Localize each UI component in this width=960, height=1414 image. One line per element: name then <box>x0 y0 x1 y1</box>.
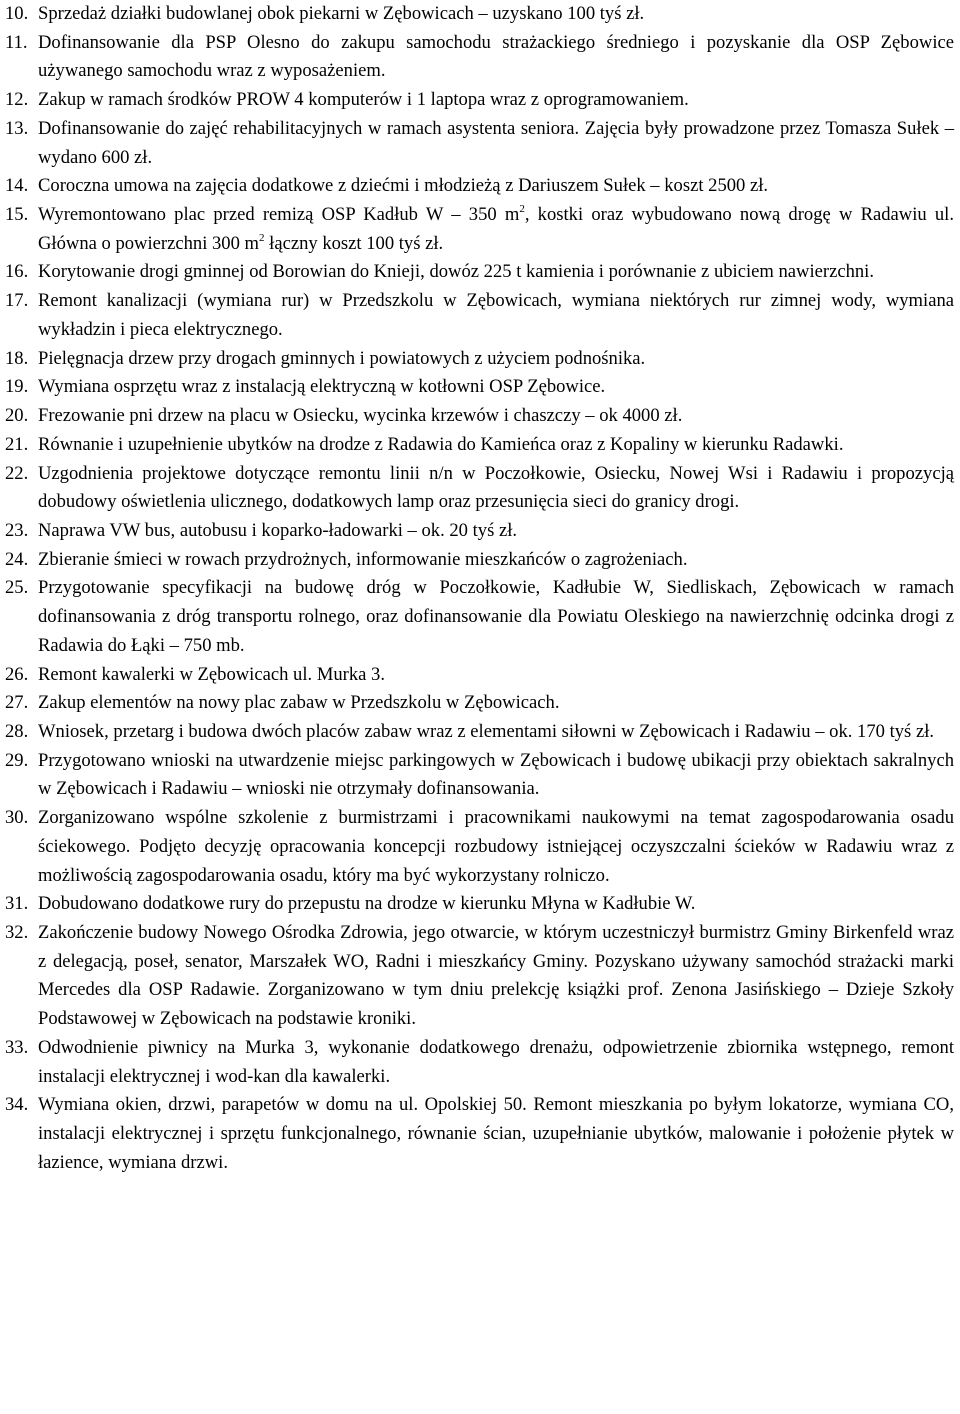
item-text: Coroczna umowa na zajęcia dodatkowe z dziećmi i młodzieżą z Dariuszem Sułek – koszt 2500 zł. <box>38 175 769 197</box>
item-number: 24. <box>5 548 29 570</box>
list-item-29 <box>5 747 954 804</box>
item-text: Naprawa VW bus, autobusu i koparko-ładowarki – ok. 20 tyś zł. <box>38 519 518 541</box>
item-number: 16. <box>5 261 29 283</box>
item-number: 28. <box>5 720 29 742</box>
list-item-23 <box>5 517 954 546</box>
item-text: Dofinansowanie dla PSP Olesno do zakupu samochodu strażackiego średniego i pozyskanie dla OSP Zębowice używanego samochodu wraz z wyposażeniem. <box>38 31 954 82</box>
item-number: 33. <box>5 1036 29 1058</box>
list-item-22 <box>5 460 954 517</box>
item-number: 14. <box>5 175 29 197</box>
item-number: 20. <box>5 405 29 427</box>
item-number: 11. <box>5 31 28 53</box>
item-text-part: , kostki oraz wybudowano nową drogę w Radawiu ul. Główna o powierzchni 300 m <box>38 204 954 254</box>
item-number: 19. <box>5 376 29 398</box>
item-text: Zakup w ramach środków PROW 4 komputerów i 1 laptopa wraz z oprogramowaniem. <box>38 89 689 111</box>
item-number: 30. <box>5 807 29 829</box>
item-number: 25. <box>5 577 29 599</box>
item-text: Wymiana okien, drzwi, parapetów w domu na ul. Opolskiej 50. Remont mieszkania po byłym lokatorze, wymiana CO, instalacji elektrycznej i sprzętu funkcjonalnego, równanie ścian, uzupełnianie ubytków, malowanie i położenie płytek w łazience, wymiana drzwi. <box>38 1094 954 1173</box>
item-number: 21. <box>5 433 29 455</box>
list-item-34 <box>5 1091 954 1177</box>
list-item-27 <box>5 689 954 718</box>
list-item-24 <box>5 546 954 575</box>
list-item-13 <box>5 115 954 172</box>
item-text: Przygotowanie specyfikacji na budowę dróg w Poczołkowie, Kadłubie W, Siedliskach, Zębowicach w ramach dofinansowania z dróg transportu rolnego, oraz dofinansowanie dla Powiatu Oleskiego na nawierzchnię odcinka drogi z Radawia do Łąki – 750 mb. <box>38 577 954 656</box>
list-item-25 <box>5 574 954 660</box>
item-number: 12. <box>5 89 29 111</box>
item-number: 22. <box>5 462 29 484</box>
list-item-11 <box>5 29 954 86</box>
list-item-12 <box>5 86 954 115</box>
item-text: Dobudowano dodatkowe rury do przepustu na drodze w kierunku Młyna w Kadłubie W. <box>38 893 696 915</box>
item-text: Zakończenie budowy Nowego Ośrodka Zdrowia, jego otwarcie, w którym uczestniczył burmistrz Gminy Birkenfeld wraz z delegacją, poseł, senator, Marszałek WO, Radni i mieszkańcy Gminy. Pozyskano używany samochód strażacki marki Mercedes dla OSP Radawie. Zorganizowano w tym dniu prelekcję książki prof. Zenona Jasińskiego – Dzieje Szkoły Podstawowej w Zębowicach na podstawie kroniki. <box>38 922 954 1030</box>
item-number: 13. <box>5 117 29 139</box>
item-text: Frezowanie pni drzew na placu w Osiecku, wycinka krzewów i chaszczy – ok 4000 zł. <box>38 405 683 427</box>
item-text: Zorganizowano wspólne szkolenie z burmistrzami i pracownikami naukowymi na temat zagospodarowania osadu ściekowego. Podjęto decyzję opracowania koncepcji rozbudowy istniejącej oczyszczalni ścieków w Radawiu wraz z możliwością zagospodarowania osadu, który ma być wykorzystany rolniczo. <box>38 807 954 886</box>
list-item-19 <box>5 373 954 402</box>
item-text: Równanie i uzupełnienie ubytków na drodze z Radawia do Kamieńca oraz z Kopaliny w kierunku Radawki. <box>38 433 844 455</box>
item-text: Odwodnienie piwnicy na Murka 3, wykonanie dodatkowego drenażu, odpowietrzenie zbiornika wstępnego, remont instalacji elektrycznej i wod-kan dla kawalerki. <box>38 1036 954 1087</box>
item-text: Pielęgnacja drzew przy drogach gminnych i powiatowych z użyciem podnośnika. <box>38 347 646 369</box>
item-number: 31. <box>5 893 29 915</box>
item-text: Uzgodnienia projektowe dotyczące remontu linii n/n w Poczołkowie, Osiecku, Nowej Wsi i Radawiu i propozycją dobudowy oświetlenia ulicznego, dodatkowych lamp oraz przesunięcia sieci do granicy drogi. <box>38 462 954 513</box>
item-number: 29. <box>5 749 29 771</box>
item-text-part: Wyremontowano plac przed remizą OSP Kadłub W – 350 m <box>38 204 520 226</box>
item-number: 17. <box>5 290 29 312</box>
item-text: Zakup elementów na nowy plac zabaw w Przedszkolu w Zębowicach. <box>38 692 560 714</box>
list-item-33 <box>5 1034 954 1091</box>
list-item-28 <box>5 718 954 747</box>
item-number: 18. <box>5 347 29 369</box>
list-item-18 <box>5 345 954 374</box>
list-item-17 <box>5 287 954 344</box>
item-number: 10. <box>5 3 29 24</box>
superscript-exponent: 2 <box>519 202 525 215</box>
list-item-26 <box>5 661 954 690</box>
item-text: Remont kanalizacji (wymiana rur) w Przedszkolu w Zębowicach, wymiana niektórych rur zimnej wody, wymiana wykładzin i pieca elektrycznego. <box>38 290 954 340</box>
item-text-part: łączny koszt 100 tyś zł. <box>264 232 444 254</box>
item-text: Zbieranie śmieci w rowach przydrożnych, informowanie mieszkańców o zagrożeniach. <box>38 548 688 570</box>
item-text: Wniosek, przetarg i budowa dwóch placów zabaw wraz z elementami siłowni w Zębowicach i Radawiu – ok. 170 tyś zł. <box>38 720 935 742</box>
list-item-14 <box>5 172 954 201</box>
superscript-exponent: 2 <box>259 231 265 244</box>
item-number: 34. <box>5 1094 29 1116</box>
list-item-10 <box>5 0 954 29</box>
list-item-32 <box>5 919 954 1034</box>
item-text: Korytowanie drogi gminnej od Borowian do Knieji, dowóz 225 t kamienia i porównanie z ubiciem nawierzchni. <box>38 261 874 283</box>
item-number: 15. <box>5 204 29 226</box>
list-item-30 <box>5 804 954 890</box>
list-item-20 <box>5 402 954 431</box>
item-number: 23. <box>5 519 29 541</box>
list-item-31 <box>5 890 954 919</box>
item-number: 26. <box>5 663 29 685</box>
list-item-15 <box>5 201 954 258</box>
item-text: Przygotowano wnioski na utwardzenie miejsc parkingowych w Zębowicach i budowę ubikacji przy obiektach sakralnych w Zębowicach i Radawiu – wnioski nie otrzymały dofinansowania. <box>38 749 954 800</box>
item-number: 32. <box>5 922 29 943</box>
item-number: 27. <box>5 692 29 714</box>
item-text: Remont kawalerki w Zębowicach ul. Murka 3. <box>38 663 385 685</box>
item-text: Wymiana osprzętu wraz z instalacją elektryczną w kotłowni OSP Zębowice. <box>38 376 606 398</box>
item-text: Sprzedaż działki budowlanej obok piekarni w Zębowicach – uzyskano 100 tyś zł. <box>38 3 645 24</box>
list-item-16 <box>5 258 954 287</box>
item-text <box>38 201 954 258</box>
item-text: Dofinansowanie do zajęć rehabilitacyjnych w ramach asystenta seniora. Zajęcia były prowadzone przez Tomasza Sułek – wydano 600 zł. <box>38 117 954 168</box>
list-item-21 <box>5 431 954 460</box>
